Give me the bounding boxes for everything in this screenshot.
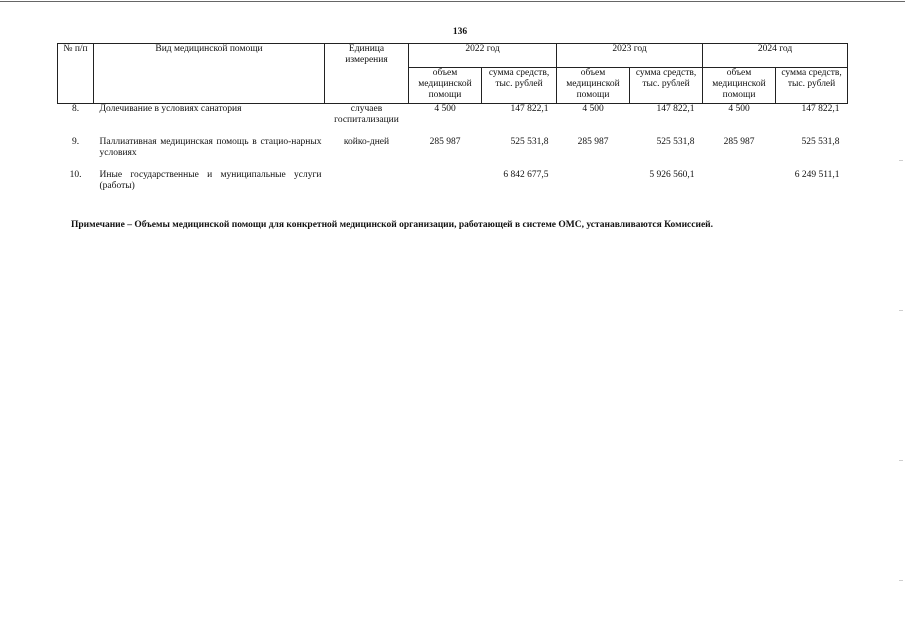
row-sum-2024: 525 531,8 xyxy=(801,136,840,147)
row-volume-2024: 4 500 xyxy=(728,104,750,114)
footnote: Примечание – Объемы медицинской помощи для конкретной медицинской организации, работающей в системе ОМС, устанавливаются Комиссией. xyxy=(71,220,714,230)
page-number: 136 xyxy=(452,27,468,37)
row-sum-2023: 5 926 560,1 xyxy=(649,169,695,180)
header-volume-2022: объем медицинской помощи xyxy=(409,68,482,104)
row-num: 9. xyxy=(71,136,80,147)
header-volume-2023: объем медицинской помощи xyxy=(557,68,630,104)
row-num: 10. xyxy=(69,169,82,180)
row-care-type: Паллиативная медицинская помощь в стацио-нарных условиях xyxy=(99,136,322,158)
header-year-2022: 2022 год xyxy=(409,44,557,68)
row-sum-2024: 6 249 511,1 xyxy=(794,169,840,180)
row-sum-2023: 525 531,8 xyxy=(656,136,695,147)
header-sum-2023: сумма средств, тыс. рублей xyxy=(630,68,703,104)
table-row xyxy=(58,170,848,200)
row-volume-2022: 4 500 xyxy=(434,104,456,114)
row-volume-2022: 285 987 xyxy=(429,136,461,147)
row-sum-2022: 525 531,8 xyxy=(510,136,549,147)
row-num: 8. xyxy=(71,104,80,114)
scan-mark xyxy=(899,160,903,161)
table-row xyxy=(58,104,848,137)
header-sum-2022: сумма средств, тыс. рублей xyxy=(482,68,557,104)
scan-mark xyxy=(899,580,903,581)
row-volume-2024 xyxy=(703,170,776,200)
row-sum-2024: 147 822,1 xyxy=(801,104,840,114)
header-year-2024: 2024 год xyxy=(703,44,848,68)
scan-mark xyxy=(899,460,903,461)
medical-care-volume-table xyxy=(57,43,848,200)
header-sum-2024: сумма средств, тыс. рублей xyxy=(776,68,848,104)
row-sum-2022: 6 842 677,5 xyxy=(503,169,549,180)
row-sum-2022: 147 822,1 xyxy=(510,104,549,114)
row-care-type: Иные государственные и муниципальные услуги (работы) xyxy=(99,169,322,191)
row-volume-2023 xyxy=(557,170,630,200)
row-volume-2023: 285 987 xyxy=(577,136,609,147)
row-unit xyxy=(325,170,409,200)
row-care-type: Долечивание в условиях санатория xyxy=(99,104,242,114)
header-care-type: Вид медицинской помощи xyxy=(94,44,325,104)
row-volume-2024: 285 987 xyxy=(723,136,755,147)
header-num: № п/п xyxy=(58,44,94,104)
header-year-2023: 2023 год xyxy=(557,44,703,68)
top-scan-rule xyxy=(0,1,905,2)
row-sum-2023: 147 822,1 xyxy=(656,104,695,114)
row-volume-2023: 4 500 xyxy=(582,104,604,114)
row-unit: койко-дней xyxy=(343,136,390,147)
row-unit: случаев госпитализации xyxy=(334,104,399,125)
header-unit: Единица измерения xyxy=(325,44,409,104)
scan-mark xyxy=(899,310,903,311)
table-header-row xyxy=(58,44,848,68)
header-volume-2024: объем медицинской помощи xyxy=(703,68,776,104)
row-volume-2022 xyxy=(409,170,482,200)
table-row xyxy=(58,137,848,170)
